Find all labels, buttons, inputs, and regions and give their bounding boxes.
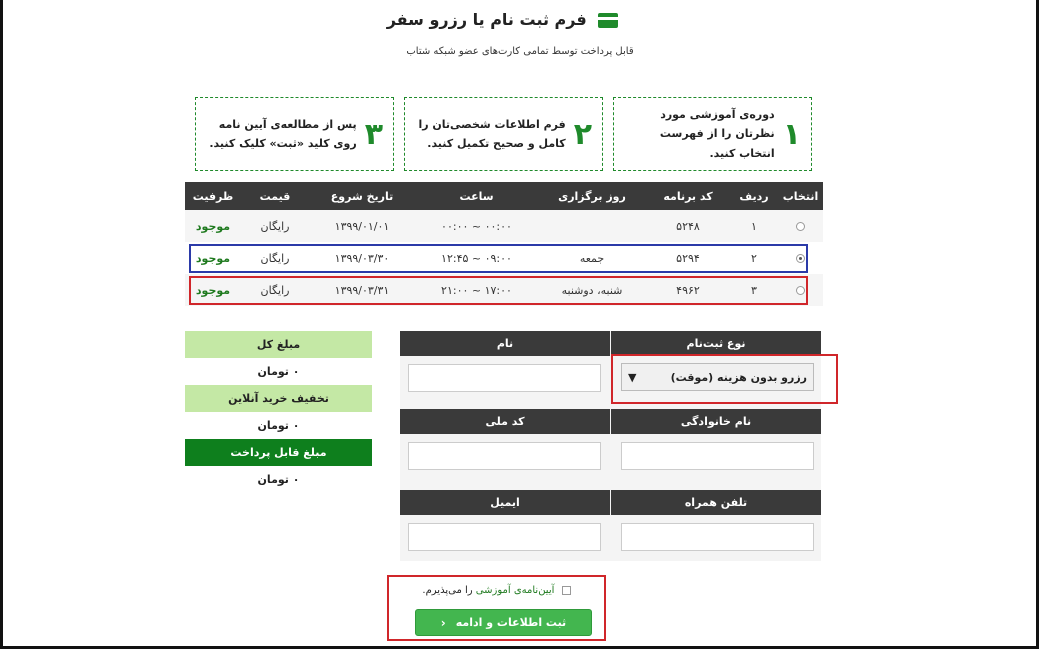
- last-name-input[interactable]: [621, 442, 814, 470]
- national-code-input[interactable]: [408, 442, 601, 470]
- select-cell[interactable]: [778, 210, 823, 242]
- registration-type-value: رزرو بدون هزینه (موقت): [670, 370, 807, 384]
- step-number: ۳: [364, 116, 383, 152]
- first-name-input[interactable]: [408, 364, 601, 392]
- sessions-table: [185, 182, 823, 306]
- select-cell[interactable]: [778, 274, 823, 306]
- day-cell: جمعه: [538, 242, 646, 274]
- step-text: دوره‌ی آموزشی مورد نظرتان را از فهرست انتخاب کنید.: [659, 108, 775, 160]
- national-code-label: کد ملی: [400, 409, 610, 434]
- capacity-cell: موجود: [185, 210, 241, 242]
- payable-value: ۰ تومان: [185, 466, 372, 493]
- session-radio[interactable]: [796, 254, 805, 263]
- code-cell: ۵۲۴۸: [646, 210, 730, 242]
- totals-panel: [185, 331, 372, 493]
- row-cell: ۳: [730, 274, 778, 306]
- submit-area: [387, 575, 606, 641]
- step-number: ۲: [573, 116, 592, 152]
- price-cell: رایگان: [241, 242, 309, 274]
- email-group: [400, 490, 610, 564]
- col-price: قیمت: [241, 182, 309, 210]
- session-radio[interactable]: [796, 286, 805, 295]
- table-row[interactable]: [185, 210, 823, 242]
- time-cell: ۰۰:۰۰ ~ ۰۰:۰۰: [415, 210, 538, 242]
- col-select: انتخاب: [778, 182, 823, 210]
- col-capacity: ظرفیت: [185, 182, 241, 210]
- mobile-label: تلفن همراه: [611, 490, 821, 515]
- payable-label: مبلغ قابل پرداخت: [185, 439, 372, 466]
- national-code-group: [400, 409, 610, 483]
- step-2: [404, 97, 603, 171]
- step-1: [613, 97, 812, 171]
- start-cell: ۱۳۹۹/۰۱/۰۱: [309, 210, 415, 242]
- chevron-left-icon: ‹: [440, 615, 446, 630]
- step-number: ۱: [782, 116, 801, 152]
- email-label: ایمیل: [400, 490, 610, 515]
- col-row: ردیف: [730, 182, 778, 210]
- price-cell: رایگان: [241, 274, 309, 306]
- col-code: کد برنامه: [646, 182, 730, 210]
- registration-type-highlight: [611, 354, 838, 404]
- page-title: [0, 10, 1005, 29]
- steps-panel: [195, 97, 812, 171]
- discount-value: ۰ تومان: [185, 412, 372, 439]
- registration-type-label: نوع ثبت‌نام: [611, 331, 821, 356]
- total-value: ۰ تومان: [185, 358, 372, 385]
- table-row[interactable]: [185, 242, 823, 274]
- agreement-suffix: را می‌پذیرم.: [422, 585, 473, 596]
- col-start-date: تاریخ شروع: [309, 182, 415, 210]
- agreement-row: [389, 585, 604, 596]
- start-cell: ۱۳۹۹/۰۳/۳۱: [309, 274, 415, 306]
- price-cell: رایگان: [241, 210, 309, 242]
- total-label: مبلغ کل: [185, 331, 372, 358]
- table-row[interactable]: [185, 274, 823, 306]
- row-cell: ۱: [730, 210, 778, 242]
- step-text: فرم اطلاعات شخصی‌تان را کامل و صحیح تکمیل کنید.: [418, 117, 566, 150]
- mobile-input[interactable]: [621, 523, 814, 551]
- dropdown-arrow-icon: ▼: [628, 370, 637, 384]
- time-cell: ۰۹:۰۰ ~ ۱۲:۴۵: [415, 242, 538, 274]
- col-day: روز برگزاری: [538, 182, 646, 210]
- code-cell: ۵۲۹۴: [646, 242, 730, 274]
- time-cell: ۱۷:۰۰ ~ ۲۱:۰۰: [415, 274, 538, 306]
- step-text: پس از مطالعه‌ی آیین نامه روی کلید «ثبت» کلیک کنید.: [209, 117, 357, 150]
- agreement-checkbox[interactable]: [562, 586, 571, 595]
- first-name-group: [400, 331, 610, 405]
- mobile-group: [611, 490, 821, 564]
- table-header-row: [185, 182, 823, 210]
- page-subtitle: قابل پرداخت توسط تمامی کارت‌های عضو شبکه شتاب: [406, 46, 634, 57]
- code-cell: ۴۹۶۲: [646, 274, 730, 306]
- discount-label: تخفیف خرید آنلاین: [185, 385, 372, 412]
- row-cell: ۲: [730, 242, 778, 274]
- regulations-link[interactable]: آیین‌نامه‌ی آموزشی: [475, 585, 555, 596]
- submit-label: ثبت اطلاعات و ادامه: [455, 616, 567, 629]
- page-title-text: فرم ثبت نام یا رزرو سفر: [386, 10, 587, 29]
- step-3: [195, 97, 394, 171]
- email-input[interactable]: [408, 523, 601, 551]
- submit-button[interactable]: [415, 609, 592, 636]
- day-cell: [538, 210, 646, 242]
- credit-card-icon: [598, 13, 618, 28]
- capacity-cell: موجود: [185, 242, 241, 274]
- col-time: ساعت: [415, 182, 538, 210]
- capacity-cell: موجود: [185, 274, 241, 306]
- day-cell: شنبه، دوشنبه: [538, 274, 646, 306]
- last-name-label: نام خانوادگی: [611, 409, 821, 434]
- start-cell: ۱۳۹۹/۰۳/۳۰: [309, 242, 415, 274]
- session-radio[interactable]: [796, 222, 805, 231]
- select-cell[interactable]: [778, 242, 823, 274]
- first-name-label: نام: [400, 331, 610, 356]
- last-name-group: [611, 409, 821, 483]
